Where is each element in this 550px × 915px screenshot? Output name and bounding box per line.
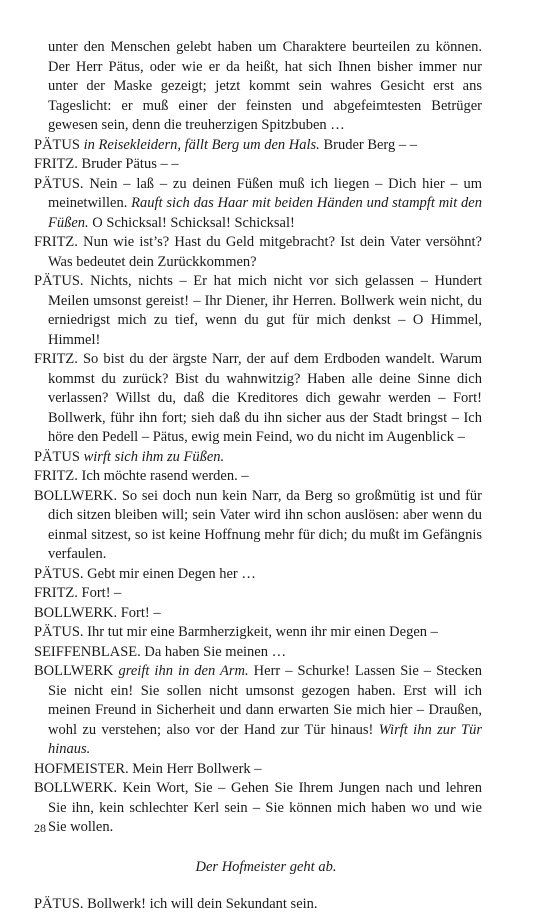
dialogue-line — [34, 175, 482, 234]
dialogue-line — [34, 155, 482, 175]
text-run: unter den Menschen gelebt haben um Charaktere beurteilen zu können. Der Herr Pätus, oder wie er da heißt, hat sich Ihnen bisher immer nur unter der Maske gezeigt; jetzt kommt sein wahres Gesicht erst ans Tageslicht: er muß einer der feinsten und abgefeimtesten Betrüger gewesen sein, denn die treuherzigen Spitzbuben … — [48, 39, 482, 133]
stage-direction: in Reisekleidern, fällt Berg um den Hals. — [83, 136, 320, 153]
dialogue-line — [34, 565, 482, 585]
text-run: O Schicksal! Schicksal! Schicksal! — [88, 214, 295, 231]
text-run: PÄTUS. Gebt mir einen Degen her … — [34, 565, 256, 582]
text-run: PÄTUS. Nein – laß – zu deinen Füßen muß ich liegen – Dich hier – um meinetwillen. — [34, 175, 482, 211]
text-run: SEIFFENBLASE. Da haben Sie meinen … — [34, 643, 287, 660]
play-text — [34, 38, 482, 915]
text-run: FRITZ. Bruder Pätus – – — [34, 156, 179, 172]
text-run: BOLLWERK. Kein Wort, Sie – Gehen Sie Ihrem Jungen nach und lehren Sie ihn, kein schlechter Kerl sein – Sie können mich haben wo und wie Sie wollen. — [34, 780, 482, 835]
text-run: PÄTUS — [34, 448, 84, 465]
dialogue-line — [34, 643, 482, 663]
stage-direction: wirft sich ihm zu Füßen. — [83, 448, 225, 465]
continued-paragraph — [34, 38, 482, 136]
dialogue-line — [34, 136, 482, 156]
text-run: FRITZ. Ich möchte rasend werden. – — [34, 468, 249, 484]
text-run: BOLLWERK. So sei doch nun kein Narr, da Berg so großmütig ist und für dich sitzen bleiben will; sein Vater wird ihn schon auslösen: aber wenn du einmal sitzest, so ist keine Hoffnung mehr für dich; du mußt im Gefängnis verfaulen. — [34, 487, 482, 562]
text-run: PÄTUS. Nichts, nichts – Er hat mich nicht vor sich gelassen – Hundert Meilen umsonst gereist! – Ihr Diener, ihr Herren. Bollwerk wein nicht, du erniedrigst mich zu tief, wenn du gut für mich denkst – O Himmel, Himmel! — [34, 273, 482, 348]
stage-direction: greift ihn in den Arm. — [118, 663, 249, 679]
dialogue-line — [34, 779, 482, 838]
dialogue-line — [34, 662, 482, 760]
text-run: PÄTUS — [34, 136, 84, 153]
dialogue-line — [34, 604, 482, 624]
text-run: PÄTUS. Bollwerk! ich will dein Sekundant sein. — [34, 896, 318, 912]
stage-direction: Wirft ihn zur Tür hinaus. — [48, 721, 482, 757]
text-run: Herr – Schurke! Lassen Sie – Stecken Sie nicht ein! Sie sollen nicht umsonst gezogen haben. Erst will ich meinen Freund in Sicherheit und dann erwarten Sie mich hier – Draußen, wohl zu verstehen; also vor der Hand zur Tür hinaus! — [48, 663, 482, 738]
dialogue-line — [34, 760, 482, 780]
dialogue-line — [34, 467, 482, 487]
dialogue-line — [34, 487, 482, 565]
page-number: 28 — [34, 821, 46, 835]
stage-direction: Der Hofmeister geht ab. — [195, 858, 337, 875]
text-run: HOFMEISTER. Mein Herr Bollwerk – — [34, 760, 262, 777]
dialogue-line — [34, 584, 482, 604]
dialogue-line — [34, 448, 482, 468]
text-run: Bruder Berg – – — [319, 136, 418, 153]
text-run: FRITZ. Fort! – — [34, 585, 122, 601]
text-run: FRITZ. So bist du der ärgste Narr, der auf dem Erdboden wandelt. Warum kommst du zurück? Bist du wahnwitzig? Haben alle deine Sinne dich verlassen? Willst du, daß die Kreditores dich gewahr werden – Fort! Bollwerk, führ ihn fort; sieh daß du ihn sicher aus der Stadt bringst – Ich höre den Pedell – Pätus, ewig mein Feind, wo du nicht im Augenblick – — [34, 351, 482, 445]
text-run: BOLLWERK. Fort! – — [34, 604, 161, 621]
dialogue-line — [34, 350, 482, 448]
dialogue-line — [34, 233, 482, 272]
stage-direction-centered — [34, 858, 482, 878]
dialogue-line — [34, 623, 482, 643]
dialogue-line — [34, 272, 482, 350]
stage-direction: Rauft sich das Haar mit beiden Händen und stampft mit den Füßen. — [48, 195, 482, 231]
text-run: PÄTUS. Ihr tut mir eine Barmherzigkeit, wenn ihr mir einen Degen – — [34, 624, 438, 640]
text-run: FRITZ. Nun wie ist’s? Hast du Geld mitgebracht? Ist dein Vater versöhnt? Was bedeutet dein Zurückkommen? — [34, 234, 482, 270]
dialogue-line — [34, 895, 482, 915]
text-run: BOLLWERK — [34, 663, 119, 679]
